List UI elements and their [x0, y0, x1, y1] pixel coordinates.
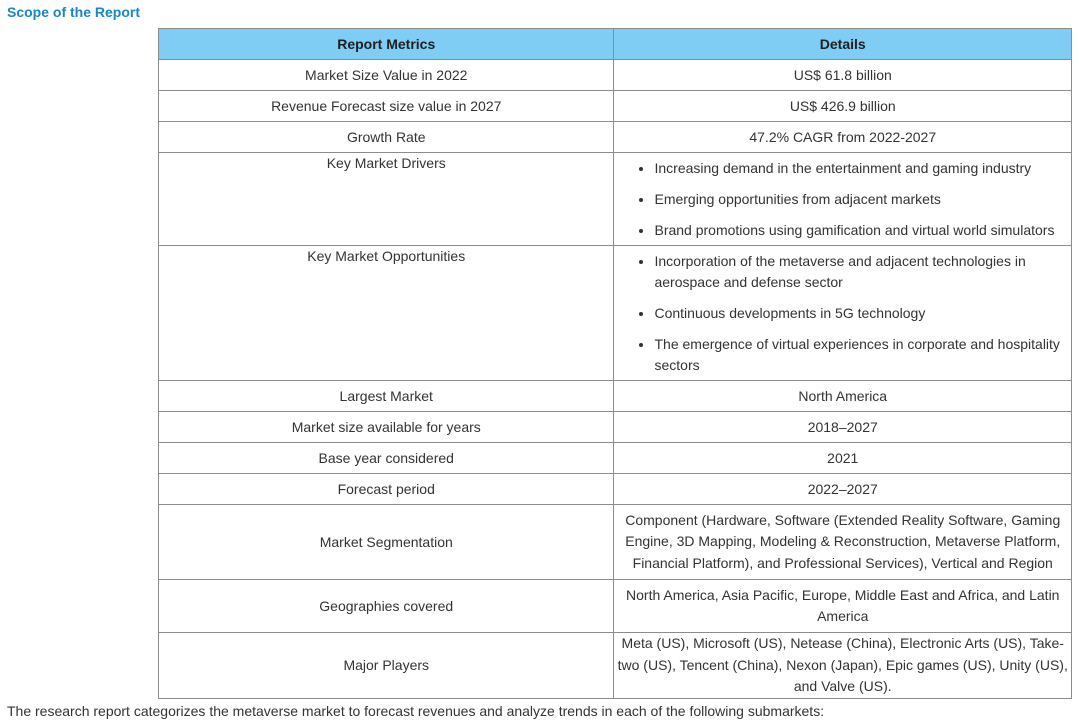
detail-list-cell [614, 246, 1072, 381]
metric-label: Forecast period [159, 474, 614, 505]
detail-value: 2018–2027 [614, 412, 1072, 443]
detail-value: US$ 426.9 billion [614, 91, 1072, 122]
table-row-growth-rate [159, 122, 1072, 153]
table-row-largest-market [159, 381, 1072, 412]
metric-label: Base year considered [159, 443, 614, 474]
list-item: • The emergence of virtual experiences in corporate and hospitality sectors [654, 334, 1065, 376]
submarkets-intro-text: The research report categorizes the metaverse market to forecast revenues and analyze trends in each of the following submarkets: [7, 703, 825, 719]
list-item: • Emerging opportunities from adjacent markets [654, 189, 1065, 210]
table-row-years-available [159, 412, 1072, 443]
section-title: Scope of the Report [7, 4, 141, 20]
detail-list-cell [614, 153, 1072, 246]
list-item: • Incorporation of the metaverse and adjacent technologies in aerospace and defense sector [654, 251, 1065, 293]
detail-value: 2022–2027 [614, 474, 1072, 505]
table-row-geographies [159, 580, 1072, 633]
metric-label: Largest Market [159, 381, 614, 412]
metric-label: Key Market Opportunities [159, 246, 614, 381]
metric-label: Market size available for years [159, 412, 614, 443]
table-row-key-opportunities [159, 246, 1072, 381]
metric-label: Market Size Value in 2022 [159, 60, 614, 91]
list-item: • Continuous developments in 5G technology [654, 303, 1065, 324]
table-row-forecast-period [159, 474, 1072, 505]
list-item: • Brand promotions using gamification and virtual world simulators [654, 220, 1065, 241]
table-row-key-drivers [159, 153, 1072, 246]
table-row-market-size [159, 60, 1072, 91]
detail-value: 2021 [614, 443, 1072, 474]
detail-value: Meta (US), Microsoft (US), Netease (China), Electronic Arts (US), Take-two (US), Tencent (China), Nexon (Japan), Epic games (US), Unity (US), and Valve (US). [614, 633, 1072, 699]
metric-label: Geographies covered [159, 580, 614, 633]
detail-value: US$ 61.8 billion [614, 60, 1072, 91]
metric-label: Growth Rate [159, 122, 614, 153]
detail-value: 47.2% CAGR from 2022-2027 [614, 122, 1072, 153]
header-report-metrics: Report Metrics [159, 29, 614, 60]
header-details: Details [614, 29, 1072, 60]
table-header-row [159, 29, 1072, 60]
detail-value: North America [614, 381, 1072, 412]
opportunities-list [618, 251, 1067, 376]
table-row-major-players [159, 633, 1072, 699]
metric-label: Market Segmentation [159, 505, 614, 580]
report-scope-table [158, 28, 1072, 699]
drivers-list [618, 158, 1067, 241]
detail-value: North America, Asia Pacific, Europe, Middle East and Africa, and Latin America [614, 580, 1072, 633]
detail-value: Component (Hardware, Software (Extended Reality Software, Gaming Engine, 3D Mapping, Modeling & Reconstruction, Metaverse Platform, Financial Platform), and Professional Services), Vertical and Region [614, 505, 1072, 580]
table-row-base-year [159, 443, 1072, 474]
table-row-segmentation [159, 505, 1072, 580]
metric-label: Revenue Forecast size value in 2027 [159, 91, 614, 122]
table-row-revenue-forecast [159, 91, 1072, 122]
metric-label: Key Market Drivers [159, 153, 614, 246]
metric-label: Major Players [159, 633, 614, 699]
list-item: • Increasing demand in the entertainment and gaming industry [654, 158, 1065, 179]
